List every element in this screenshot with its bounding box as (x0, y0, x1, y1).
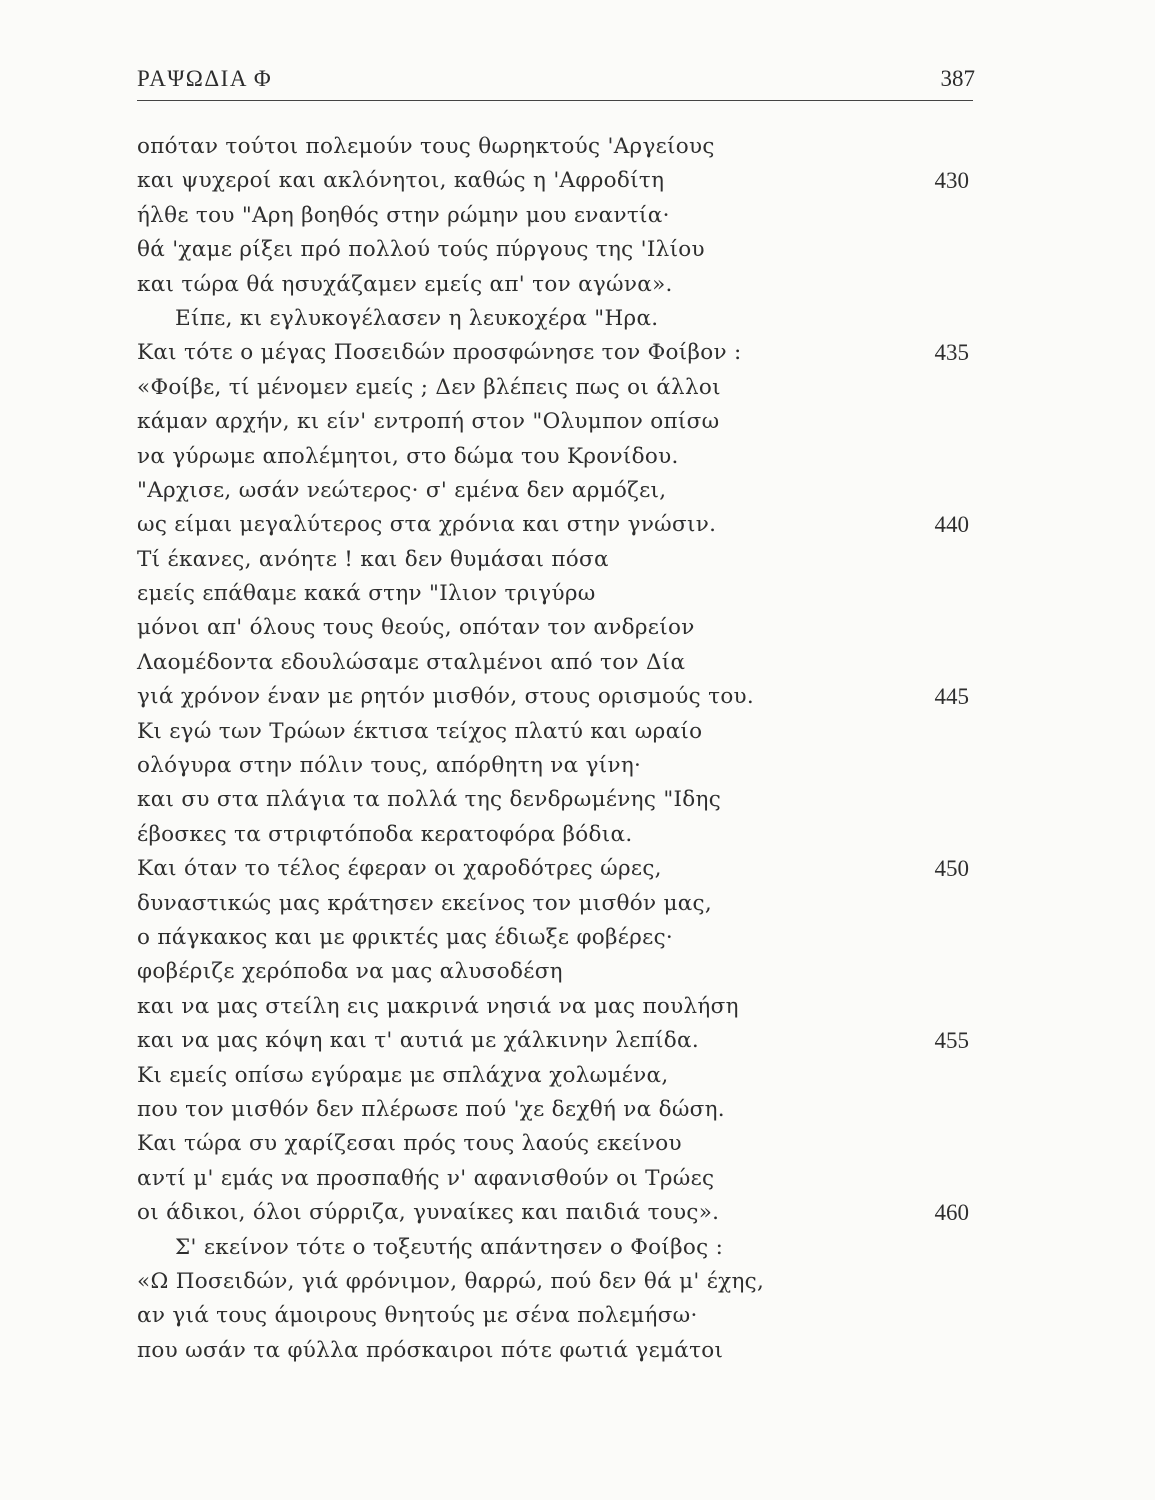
line-number: 455 (934, 1028, 969, 1054)
verse-text: Και όταν το τέλος έφεραν οι χαροδότρες ώρες, (137, 856, 662, 882)
verse-text: Σ' εκείνον τότε ο τοξευτής απάντησεν ο Φοίβος : (175, 1234, 724, 1260)
verse-line (137, 818, 973, 852)
page-header (137, 66, 975, 100)
verse-line (137, 1265, 973, 1299)
line-number: 435 (934, 340, 969, 366)
header-rule (137, 100, 973, 101)
verse-text: Και τότε ο μέγας Ποσειδών προσφώνησε τον Φοίβον : (137, 340, 742, 366)
verse-text: μόνοι απ' όλους τους θεούς, οπόταν τον ανδρείον (137, 615, 695, 641)
verse-line (137, 233, 973, 267)
verse-text: φοβέριζε χερόποδα να μας αλυσοδέση (137, 959, 563, 985)
line-number: 460 (934, 1200, 969, 1226)
verse-line (137, 302, 973, 336)
verse-line (137, 852, 973, 886)
verse-text: αν γιά τους άμοιρους θνητούς με σένα πολεμήσω· (137, 1303, 698, 1329)
verse-text: ολόγυρα στην πόλιν τους, απόρθητη να γίνη· (137, 753, 642, 779)
verse-text: ως είμαι μεγαλύτερος στα χρόνια και στην γνώσιν. (137, 512, 717, 538)
verse-line (137, 680, 973, 714)
verse-line (137, 336, 973, 370)
verse-line (137, 405, 973, 439)
page-number: 387 (940, 66, 975, 91)
verse-text: ο πάγκακος και με φρικτές μας έδιωξε φοβέρες· (137, 924, 674, 950)
verse-text: θά 'χαμε ρίξει πρό πολλού τούς πύργους της 'Ιλίου (137, 237, 705, 263)
verse-text: οπόταν τούτοι πολεμούν τους θωρηκτούς 'Αργείους (137, 134, 715, 159)
verse-text: και να μας στείλη εις μακρινά νησιά να μας πουλήση (137, 993, 739, 1019)
verse-text: Κι εγώ των Τρώων έκτισα τείχος πλατύ και ωραίο (137, 718, 703, 744)
verse-text: και ψυχεροί και ακλόνητοι, καθώς η 'Αφροδίτη (137, 168, 665, 194)
verse-line (137, 164, 973, 198)
verse-line (137, 921, 973, 955)
verse-line (137, 508, 973, 542)
verse-line (137, 990, 973, 1024)
verse-line (137, 783, 973, 817)
verse-text: που τον μισθόν δεν πλέρωσε πού 'χε δεχθή να δώση. (137, 1096, 725, 1122)
verse-text: και τώρα θά ησυχάζαμεν εμείς απ' τον αγώνα». (137, 271, 673, 297)
verse-line (137, 611, 973, 645)
verse-line (137, 646, 973, 680)
verse-line (137, 955, 973, 989)
verse-text: δυναστικώς μας κράτησεν εκείνος τον μισθόν μας, (137, 890, 713, 916)
verse-text: γιά χρόνον έναν με ρητόν μισθόν, στους ορισμούς του. (137, 684, 755, 710)
verse-line (137, 1127, 973, 1161)
verse-text: Και τώρα συ χαρίζεσαι πρός τους λαούς εκείνου (137, 1131, 682, 1157)
verse-line (137, 199, 973, 233)
verse-line (137, 543, 973, 577)
verse-line (137, 268, 973, 302)
verse-line (137, 1231, 973, 1265)
verse-line (137, 577, 973, 611)
verse-text: έβοσκες τα στριφτόποδα κερατοφόρα βόδια. (137, 821, 633, 847)
verse-line (137, 1334, 973, 1368)
verse-line (137, 371, 973, 405)
verse-text: κάμαν αρχήν, κι είν' εντροπή στον "Ολυμπον οπίσω (137, 409, 720, 435)
verse-line (137, 887, 973, 921)
line-number: 440 (934, 512, 969, 538)
verse-text: να γύρωμε απολέμητοι, στο δώμα του Κρονίδου. (137, 443, 679, 469)
line-number: 450 (934, 856, 969, 882)
verse-text: «Φοίβε, τί μένομεν εμείς ; Δεν βλέπεις πως οι άλλοι (137, 374, 721, 400)
verse-line (137, 1059, 973, 1093)
verse-text: Είπε, κι εγλυκογέλασεν η λευκοχέρα "Ηρα. (175, 305, 659, 331)
verse-line (137, 715, 973, 749)
verse-text: "Αρχισε, ωσάν νεώτερος· σ' εμένα δεν αρμόζει, (137, 477, 667, 503)
verse-text: ήλθε του "Αρη βοηθός στην ρώμην μου εναντία· (137, 202, 670, 228)
verse-line (137, 1093, 973, 1127)
verse-line (137, 1196, 973, 1230)
verse-text: οι άδικοι, όλοι σύρριζα, γυναίκες και παιδιά τους». (137, 1200, 720, 1226)
verse-line (137, 1162, 973, 1196)
verse-text: Λαομέδοντα εδουλώσαμε σταλμένοι από τον Δία (137, 649, 686, 675)
verse-text: Κι εμείς οπίσω εγύραμε με σπλάχνα χολωμένα, (137, 1062, 669, 1088)
verse-text: και να μας κόψη και τ' αυτιά με χάλκινην λεπίδα. (137, 1028, 699, 1054)
verse-text: και συ στα πλάγια τα πολλά της δενδρωμένης "Ιδης (137, 787, 722, 813)
verse-line (137, 474, 973, 508)
line-number: 430 (934, 168, 969, 194)
poem-text (137, 130, 973, 1368)
verse-line (137, 440, 973, 474)
verse-line (137, 749, 973, 783)
verse-line (137, 1299, 973, 1333)
verse-line (137, 130, 973, 164)
verse-text: «Ω Ποσειδών, γιά φρόνιμον, θαρρώ, πού δεν θά μ' έχης, (137, 1268, 765, 1294)
verse-text: εμείς επάθαμε κακά στην "Ιλιον τριγύρω (137, 581, 596, 607)
verse-text: Τί έκανες, ανόητε ! και δεν θυμάσαι πόσα (137, 546, 609, 572)
verse-line (137, 1024, 973, 1058)
line-number: 445 (934, 684, 969, 710)
verse-text: που ωσάν τα φύλλα πρόσκαιροι πότε φωτιά γεμάτοι (137, 1337, 724, 1363)
running-title: ΡΑΨΩΔΙΑ Φ (137, 66, 273, 91)
verse-text: αντί μ' εμάς να προσπαθής ν' αφανισθούν οι Τρώες (137, 1165, 715, 1191)
